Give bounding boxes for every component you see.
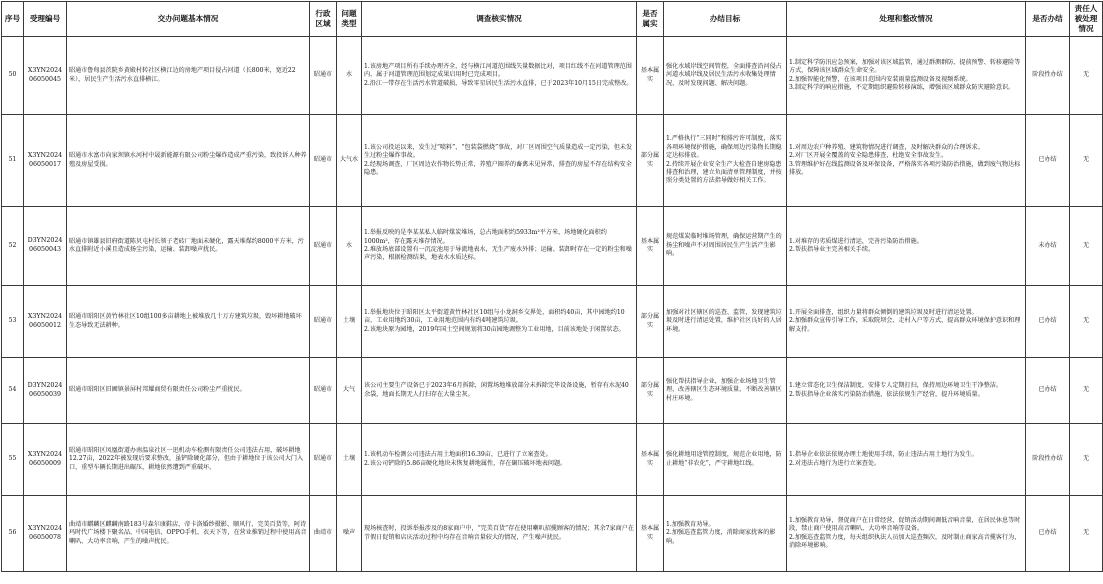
row-rectification-line: 3.管理维护好在线监测设备及环保设备，严格落实各项污染防治措施，做到废气物达标排放。	[789, 160, 1021, 176]
row-goal-line: 2.加强巡查监管力度，消除商家扰客的影响。	[666, 529, 776, 545]
row-id: X3YN202406050012	[24, 286, 67, 358]
row-region: 昭通市	[310, 115, 337, 207]
table-row	[2, 358, 1103, 424]
row-accountability: 无	[1070, 358, 1103, 424]
row-content: 昭通市昭阳区黄竹林社区10组100多亩耕地上被堆放几十万方建筑垃圾，毁坏耕地破坏生态导致无法耕种。	[67, 286, 310, 358]
row-accountability: 无	[1070, 286, 1103, 358]
row-goal	[664, 496, 787, 572]
row-investigation	[362, 37, 637, 115]
row-investigation-line: 1.该机动车检测公司违法占用土地面积16.39亩，已进行了立案查处。	[364, 451, 552, 459]
header-row	[2, 2, 1103, 37]
row-verified: 基本属实	[637, 37, 664, 115]
row-seq: 54	[2, 358, 24, 424]
row-investigation	[362, 286, 637, 358]
row-accountability: 无	[1070, 424, 1103, 496]
row-type: 水	[337, 207, 362, 286]
row-accountability: 无	[1070, 115, 1103, 207]
row-type: 噪声	[337, 496, 362, 572]
row-rectification-line: 1.建立常态化卫生保洁制度，安排专人定期打扫，保持周边环境卫生干净整洁。	[789, 382, 1003, 390]
row-rectification-line: 1.对周边农户种养殖、建筑物情况进行调查，及时解决群众的合理诉求。	[789, 143, 984, 151]
row-goal-line: 2.持续开展企业安全生产大检查自建房隐患排查和治理，建立负面清单管理制度，并按照分类处置的方法指导做好相关工作。	[666, 160, 782, 185]
row-investigation-line: 2.该公司铲除的5.86亩硬化地块未恢复耕地属性，存在碾压破坏地表问题。	[364, 459, 567, 467]
row-type: 水	[337, 37, 362, 115]
row-rectification-line: 3.制定科学的响应措施，不定期组织避险转移演练，增强该区域群众防灾避险意识。	[789, 83, 1015, 91]
row-seq: 51	[2, 115, 24, 207]
row-region: 昭通市	[310, 286, 337, 358]
row-goal	[664, 115, 787, 207]
header-goal: 办结目标	[664, 2, 787, 37]
row-rectification-line: 2.对厂区开展全覆盖的安全隐患排查，杜绝安全事故发生。	[789, 152, 948, 160]
row-type: 大气水	[337, 115, 362, 207]
row-rectification	[787, 115, 1026, 207]
row-goal: 强化帮扶指导企业，加强企业场地卫生管理，改善辖区生态环境质量，不断改善辖区村庄环境。	[664, 358, 787, 424]
row-content: 昭通市鲁甸县茨院乡黄殿村转社区横江边的房地产项目侵占河道（长800米，宽近22米），居民生产生活污水直排横江。	[67, 37, 310, 115]
row-investigation-line: 2.经现场调查，厂区周边农作物长势正常，养殖户圈养的畜禽未见异常，排查的房屋不存在结构安全隐患。	[364, 160, 632, 176]
row-investigation-line: 2.该地块原为园地，2019年国土空间规划将30亩园地调整为工业用地，目前该地处于闲置状态。	[364, 325, 625, 333]
table-row	[2, 207, 1103, 286]
row-investigation: 现场核查时，投诉举报涉及的8家商户中，“完美百货”存在使用喇叭招揽顾客的情况；其余7家商户在节假日促销和店庆活动过程中均存在音响音量较大的情况，产生噪声扰民。	[362, 496, 637, 572]
row-region: 昭通市	[310, 37, 337, 115]
row-region: 昭通市	[310, 424, 337, 496]
row-id: X3YN202406050078	[24, 496, 67, 572]
row-content: 昭通市水富市向家坝镇水河村中晟新能源有限公司粉尘爆炸造成严重污染，致投诉人种养殖及房屋受损。	[67, 115, 310, 207]
row-rectification	[787, 37, 1026, 115]
row-id: D3YN202406050043	[24, 207, 67, 286]
row-investigation-line: 1.举报反映的是李某某私人临时煤炭堆场，总占地面积约5933m²平方米，场地硬化面积约1000m²，存在露天堆存情况。	[364, 229, 607, 245]
row-content: 昭通市昭阳区凤凰街道办南温泉社区一迅机动车检测有限责任公司违法占用、破坏耕地12.27亩，2022年被发现后要求整改，虽铲除硬化部分，但由于耕地位于该公司大门入口，重型车辆长期进出碾压，耕地依然遭到严重破坏。	[67, 424, 310, 496]
header-region: 行政区域	[310, 2, 337, 37]
row-rectification-line: 2.帮扶指导企业落实污染防治措施，依法依规生产经营，提升环境质量。	[789, 390, 984, 398]
row-accountability: 无	[1070, 37, 1103, 115]
row-type: 大气	[337, 358, 362, 424]
table-row	[2, 496, 1103, 572]
row-goal: 加强对社区辖区的巡查、监管，发现建筑垃圾及时进行清运处置，维护社区良好的人居环境。	[664, 286, 787, 358]
row-content: 昭通市镇雄县旧府街道陈贝屯村长领子老砖厂地面未硬化，露天堆煤约8000平方米，污水直排附近小溪且造成扬尘污染，运输、装卸噪声扰民。	[67, 207, 310, 286]
row-investigation-line: 1.举报地块位于昭阳区太平街道黄竹林社区10组与小龙洞乡交界处，面积约40亩，其中园地约10亩，工业用地约30亩，工业用地范围内有约4吨建筑垃圾。	[364, 308, 625, 325]
row-rectification	[787, 496, 1026, 572]
row-rectification-line: 1.对堆存的劣质煤进行清运，完善污染防治措施。	[789, 237, 923, 245]
row-investigation	[362, 115, 637, 207]
row-investigation	[362, 207, 637, 286]
header-completed: 是否办结	[1026, 2, 1070, 37]
row-region: 曲靖市	[310, 496, 337, 572]
row-goal: 强化水域岸线空间管控，全面排查沿河侵占河道水域岸线及居民生活污水收集处理情况，及时发现问题、解决问题。	[664, 37, 787, 115]
row-rectification	[787, 207, 1026, 286]
header-verified: 是否属实	[637, 2, 664, 37]
row-rectification	[787, 286, 1026, 358]
row-rectification-line: 2.加强巡查监管力度，每天组织执法人员加大巡查频次，及时制止商家高音揽客行为，消除环境影响。	[789, 533, 1021, 549]
row-investigation-line: 1.该房地产项目所有手续办理齐全，经与横江河道范围线矢量数据比对，项目红线不在河道管理范围内，属于河道管理范围划定成果启用时已完成项目。	[364, 62, 632, 79]
header-accountability: 责任人被处理情况	[1070, 2, 1103, 37]
table-body	[2, 37, 1103, 572]
row-accountability: 无	[1070, 207, 1103, 286]
row-region: 昭通市	[310, 358, 337, 424]
row-investigation	[362, 424, 637, 496]
header-seq: 序号	[2, 2, 24, 37]
row-id: D3YN202406050039	[24, 358, 67, 424]
table-row	[2, 115, 1103, 207]
row-completed: 已办结	[1026, 286, 1070, 358]
row-goal: 强化耕地用途管控制度，规范企业用地，防止耕地“非农化”，严守耕地红线。	[664, 424, 787, 496]
row-seq: 53	[2, 286, 24, 358]
row-completed: 已办结	[1026, 115, 1070, 207]
row-seq: 56	[2, 496, 24, 572]
row-goal: 规范煤炭临时堆场管理，确保运营期产生的扬尘和噪声不对周围居民生产生活产生影响。	[664, 207, 787, 286]
row-content: 曲靖市麒麟区麒麟南路183号森尔康鞋店、帝卡洛婚纱摄影、顺风行、完美百货等，阿诗玛时代广场楼下聚名品、中国电信、OPPO手机、衣天下等，在营业推销过程中使用高音喇叭、大功率音响，产生的噪声扰民。	[67, 496, 310, 572]
row-completed: 未办结	[1026, 207, 1070, 286]
row-rectification-line: 1.制定科学防汛应急预案，加强对该区域监管，通过群测群防、提前预警、转移避险等方式，保障该区域群众生命安全。	[789, 58, 1021, 75]
row-verified: 基本属实	[637, 424, 664, 496]
row-verified: 部分属实	[637, 286, 664, 358]
row-rectification-line: 2.加强群众宣传引导工作，采取院坝会、走村入户等方式，提高群众环境保护意识和理解支持。	[789, 317, 1021, 333]
row-verified: 部分属实	[637, 358, 664, 424]
row-type: 土壤	[337, 286, 362, 358]
row-investigation-line: 2.沿江一带存在生活污水管道破损，导致零星居民生活污水直排，已于2023年10月15日完成整改。	[364, 79, 633, 87]
row-rectification	[787, 424, 1026, 496]
table-row	[2, 37, 1103, 115]
row-id: X3YN202406050045	[24, 37, 67, 115]
header-investigation: 调查核实情况	[362, 2, 637, 37]
header-type: 问题类型	[337, 2, 362, 37]
row-accountability: 无	[1070, 496, 1103, 572]
header-id: 受理编号	[24, 2, 67, 37]
row-rectification-line: 1.开展全面排查，组织力量将群众倾倒的建筑垃圾及时进行清运处置。	[789, 308, 978, 316]
row-id: X3YN202406050017	[24, 115, 67, 207]
table-row	[2, 286, 1103, 358]
row-seq: 50	[2, 37, 24, 115]
row-rectification-line: 2.加强智能化预警，在该项目范围内安装雨量监测设备及视频系统。	[789, 75, 972, 83]
row-rectification-line: 2.帮扶指导业主完善相关手续。	[789, 246, 875, 253]
row-seq: 55	[2, 424, 24, 496]
row-seq: 52	[2, 207, 24, 286]
row-rectification-line: 2.对违法占地行为进行立案查处。	[789, 459, 881, 467]
header-rectification: 处理和整改情况	[787, 2, 1026, 37]
row-investigation-line: 2.堆放场底部设置有一沉淀池用于导流地表水，无生产废水外排；运输、装卸时存在一定的粉尘和噪声污染，根据检测结果，地表水水质达标。	[364, 246, 632, 262]
row-completed: 已办结	[1026, 358, 1070, 424]
case-table	[1, 1, 1103, 572]
row-type: 土壤	[337, 424, 362, 496]
row-verified: 基本属实	[637, 207, 664, 286]
table-row	[2, 424, 1103, 496]
row-investigation-line: 1.该公司投运以来，发生过“喷料”、“包装袋燃烧”事故，对厂区周围空气质量造成一定污染，但未发生过粉尘爆炸事故。	[364, 143, 633, 160]
row-verified: 基本属实	[637, 496, 664, 572]
row-content: 昭通市昭阳区旧圃镇景屏村邦耀商贸有限责任公司粉尘严重扰民。	[67, 358, 310, 424]
row-rectification-line: 1.指导企业依法依规办理土地使用手续，防止违法占用土地行为发生。	[789, 451, 978, 459]
row-goal-line: 1.严格执行“三同时”和排污许可制度，落实各项环境保护措施，确保周边污染物长期稳定达标排放。	[666, 135, 782, 160]
row-rectification	[787, 358, 1026, 424]
row-completed: 已办结	[1026, 496, 1070, 572]
header-content: 交办问题基本情况	[67, 2, 310, 37]
row-id: X3YN202406050009	[24, 424, 67, 496]
row-rectification-line: 1.加强教育劝导，督促商户在日常经营、促销活动期间调低音响音量，在居民休息等时段，禁止商户使用高音喇叭、大功率音响等设备。	[789, 516, 1021, 533]
row-completed: 阶段性办结	[1026, 37, 1070, 115]
row-goal-line: 1.加强教育劝导。	[666, 520, 715, 528]
row-region: 昭通市	[310, 207, 337, 286]
row-investigation: 该公司主要生产设备已于2023年6月拆除，闲置场地堆放部分未拆除完毕设备设施，暂存有水泥40余袋，地面长期无人打扫存在大量尘灰。	[362, 358, 637, 424]
row-completed: 阶段性办结	[1026, 424, 1070, 496]
row-verified: 部分属实	[637, 115, 664, 207]
